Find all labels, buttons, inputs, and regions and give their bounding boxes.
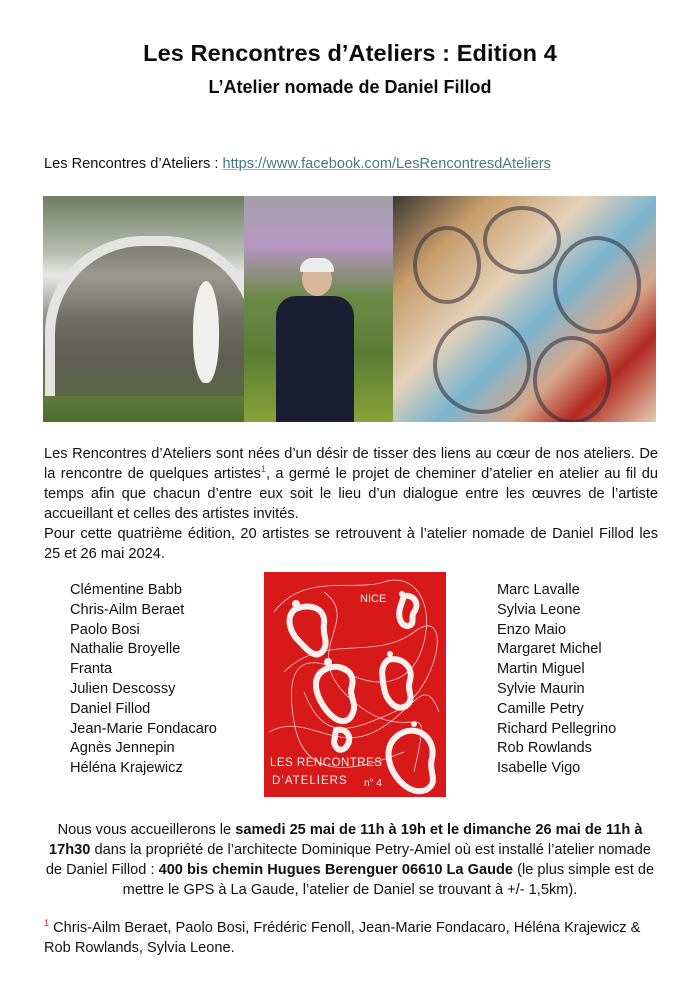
- artist-name: Héléna Krajewicz: [70, 760, 183, 777]
- facebook-link[interactable]: https://www.facebook.com/LesRencontresdAteliers: [222, 156, 551, 172]
- facebook-label: Les Rencontres d’Ateliers :: [44, 156, 223, 172]
- artist-name: Enzo Maio: [497, 621, 566, 638]
- poster-nice-text: NICE: [360, 593, 387, 605]
- painting-stroke: [483, 206, 561, 274]
- poster-line1: LES RENCONTRES: [270, 757, 383, 769]
- artist-name: Julien Descossy: [70, 680, 176, 697]
- artist-name: Sylvia Leone: [497, 601, 581, 618]
- atelier-tunnel-photo: [43, 196, 244, 422]
- artist-portrait-photo: [244, 196, 393, 422]
- event-address: 400 bis chemin Hugues Berenguer 06610 La Gaude: [158, 862, 514, 878]
- artist-name: Isabelle Vigo: [497, 760, 581, 777]
- footnote-ref: 1: [260, 464, 266, 475]
- artist-name: Clémentine Babb: [70, 582, 182, 598]
- page-title: Les Rencontres d’Ateliers : Edition 4: [143, 40, 557, 66]
- painting-photo: [393, 196, 656, 422]
- event-poster: [264, 572, 446, 797]
- poster-line2: D’ATELIERS: [272, 775, 348, 787]
- painting-stroke: [553, 236, 641, 334]
- intro-line2: , a germé le projet de cheminer d’atelier en atelier au fil du temps afin que chacun d’entre eux soit le lieu d’un dialogue entre les œuvres de l’artiste accueillant et celles des artistes invités.: [44, 466, 658, 522]
- facebook-line: [44, 156, 551, 172]
- footnote: [44, 918, 654, 958]
- intro-text: [44, 444, 658, 564]
- person-body-shape: [276, 296, 354, 422]
- photo-strip: [43, 196, 656, 422]
- page-subtitle: L’Atelier nomade de Daniel Fillod: [208, 77, 492, 97]
- intro-paragraph2: Pour cette quatrième édition, 20 artistes se retrouvent à l’atelier nomade de Daniel Fillod les 25 et 26 mai 2024.: [44, 526, 658, 562]
- footnote-mark: 1: [44, 918, 50, 929]
- artist-name: Sylvie Maurin: [497, 680, 585, 697]
- event-text-2: dans la propriété de l’architecte Dominique Petry-Amiel où est installé l’atelier nomade de Daniel Fillod :: [45, 842, 651, 878]
- intro-line1: Les Rencontres d’Ateliers sont nées d’un désir de tisser des liens au cœur de nos ateliers. De la rencontre de quelques artistes: [44, 446, 658, 482]
- poster-number: n° 4: [364, 778, 382, 789]
- artist-name: Camille Petry: [497, 700, 584, 717]
- artist-name: Agnès Jennepin: [70, 740, 175, 757]
- artists-list-right: [497, 581, 616, 779]
- event-details: [40, 820, 660, 900]
- artist-name: Marc Lavalle: [497, 582, 580, 598]
- event-text-3: (le plus simple est de mettre le GPS à La Gaude, l’atelier de Daniel se trouvant à +/- 1,5km).: [122, 862, 655, 898]
- event-text-1: Nous vous accueillerons le: [57, 822, 236, 838]
- poster-artwork: [264, 572, 446, 797]
- footnote-text: Chris-Ailm Beraet, Paolo Bosi, Frédéric Fenoll, Jean-Marie Fondacaro, Héléna Krajewicz & Rob Rowlands, Sylvia Leone.: [44, 920, 641, 956]
- artist-name: Jean-Marie Fondacaro: [70, 720, 217, 737]
- artist-name: Martin Miguel: [497, 661, 585, 678]
- painting-stroke: [533, 336, 611, 422]
- painting-stroke: [413, 226, 481, 304]
- painting-stroke: [433, 316, 531, 414]
- artist-name: Chris-Ailm Beraet: [70, 601, 185, 618]
- artist-name: Franta: [70, 661, 113, 678]
- artist-name: Paolo Bosi: [70, 621, 140, 638]
- artists-list-left: [70, 581, 217, 779]
- surfboard-shape: [193, 281, 219, 383]
- event-dates: samedi 25 mai de 11h à 19h et le dimanche 26 mai de 11h à 17h30: [49, 822, 643, 858]
- artist-name: Nathalie Broyelle: [70, 641, 181, 658]
- artist-name: Richard Pellegrino: [497, 720, 617, 737]
- artist-name: Daniel Fillod: [70, 700, 151, 717]
- artist-name: Margaret Michel: [497, 641, 602, 658]
- artist-name: Rob Rowlands: [497, 740, 592, 757]
- person-cap-shape: [300, 258, 334, 272]
